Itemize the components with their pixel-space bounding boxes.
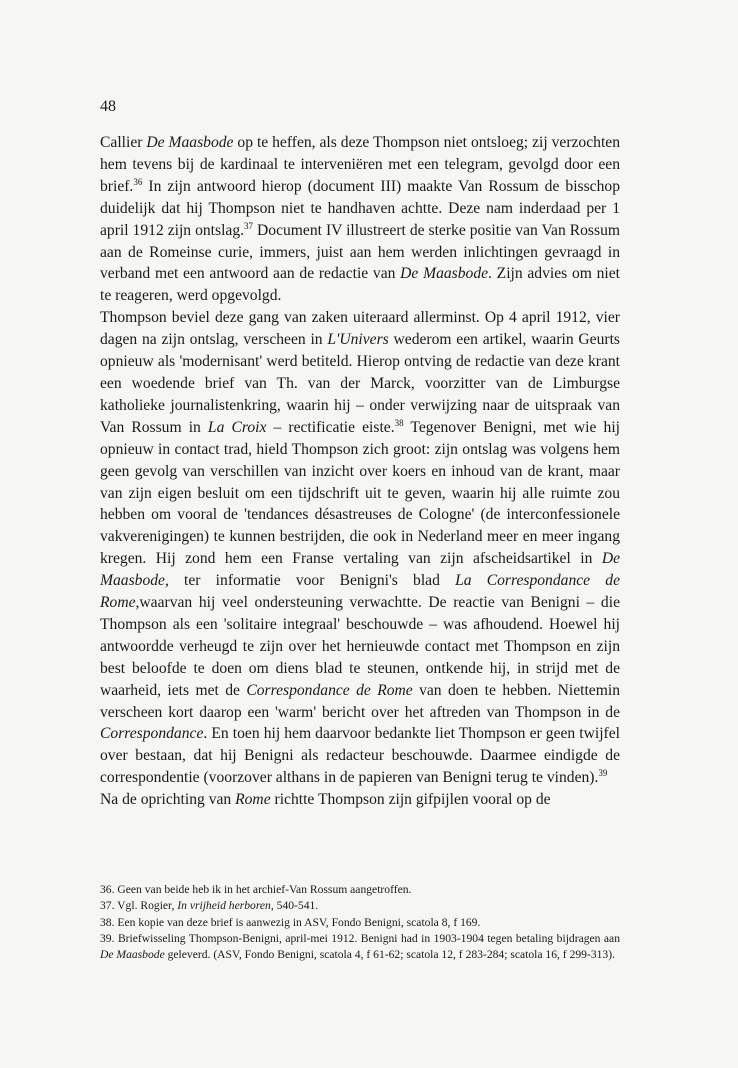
italic-text: L'Univers xyxy=(327,331,389,349)
text-run: 36. Geen van beide heb ik in het archief-Van Rossum aangetroffen. xyxy=(100,883,412,896)
italic-text: De Maasbode xyxy=(100,948,165,962)
footnotes xyxy=(100,882,620,963)
text-run: Thompson beviel deze gang van zaken uiteraard allerminst. Op 4 april 1912, vier dagen na zijn ontslag, verscheen in xyxy=(100,309,620,349)
italic-text: Correspondance xyxy=(100,725,204,743)
italic-text: In vrijheid herboren xyxy=(177,899,271,913)
text-run: , 540-541. xyxy=(270,899,319,913)
italic-text: De Maasbode xyxy=(400,265,489,283)
paragraph xyxy=(100,307,620,789)
footnote xyxy=(100,931,620,964)
text-run: In zijn antwoord hierop (document III) maakte Van Rossum de bisschop duidelijk dat hij Thompson niet te handhaven achtte. Deze nam inderdaad per 1 april 1912 zijn ontslag. xyxy=(100,177,620,239)
text-run: Tegenover Benigni, met wie hij opnieuw in contact trad, hield Thompson zich groot: zijn ontslag was volgens hem geen gevolg van verschillen van inzicht over koers en inhoud van de krant, maar van zijn eigen besluit om een tijdschrift uit te geven, waarin hij alle ruimte zou hebben om vooral de 'tendances désastreuses de Cologne' (de interconfessionele vakverenigingen) te kunnen bestrijden, die ook in Nederland meer en meer ingang kregen. Hij zond hem een Franse vertaling van zijn afscheidsartikel in xyxy=(100,418,620,568)
paragraph xyxy=(100,789,620,811)
italic-text: La Croix xyxy=(207,418,267,436)
text-run: Na de oprichting van xyxy=(100,791,236,809)
text-run: wederom een artikel, waarin Geurts opnieuw als 'modernisant' werd betiteld. Hierop ontving de redactie van deze krant een woedende brief van Th. van der Marck, voorzitter van de Limburgse katholieke journalistenkring, waarin hij – onder verwijzing naar de uitspraak van Van Rossum in xyxy=(100,331,620,436)
italic-text: Correspondance de Rome xyxy=(246,681,413,699)
text-run: , ter informatie voor Benigni's blad xyxy=(164,572,456,590)
text-run: 39. Briefwisseling Thompson-Benigni, april-mei 1912. Benigni had in 1903-1904 tegen betaling bijdragen aan xyxy=(100,931,620,945)
footnote-ref: 39 xyxy=(598,768,608,779)
footnote-ref: 38 xyxy=(394,417,404,428)
footnote xyxy=(100,915,620,931)
footnote xyxy=(100,898,620,914)
paragraph xyxy=(100,132,620,307)
body-text xyxy=(100,132,620,811)
text-run: – rectificatie eiste. xyxy=(266,418,395,436)
page-number: 48 xyxy=(100,98,116,115)
text-run: Callier xyxy=(100,134,147,151)
footnote-ref: 37 xyxy=(244,220,254,231)
text-run: 38. Een kopie van deze brief is aanwezig in ASV, Fondo Benigni, scatola 8, f 169. xyxy=(100,915,481,929)
text-run: ,waarvan hij veel ondersteuning verwachtte. De reactie van Benigni – die Thompson als een 'solitaire integraal' beschouwde – was afhoudend. Hoewel hij antwoordde verheugd te zijn over het hernieuwde contact met Thompson en zijn best beloofde te doen om diens blad te steunen, ontkende hij, in strijd met de waarheid, iets met de xyxy=(100,594,620,699)
footnote-ref: 36 xyxy=(133,176,143,187)
text-run: 37. Vgl. Rogier, xyxy=(100,899,178,913)
text-run: Document IV illustreert de sterke positie van Van Rossum aan de Romeinse curie, immers, juist aan hem werden inlichtingen gevraagd in verband met een antwoord aan de redactie van xyxy=(100,221,620,283)
text-run: op te heffen, als deze Thompson niet ontsloeg; zij verzochten hem tevens bij de kardinaal te interveniëren met een telegram, gevolgd door een brief. xyxy=(100,134,620,195)
text-run: richtte Thompson zijn gifpijlen vooral op de xyxy=(270,791,551,809)
italic-text: Rome xyxy=(235,791,271,809)
italic-text: De Maasbode xyxy=(100,550,620,590)
italic-text: La Correspondance de Rome xyxy=(100,572,620,612)
footnote xyxy=(100,882,620,898)
text-run: . Zijn advies om niet te reageren, werd opgevolgd. xyxy=(100,265,620,305)
italic-text: De Maasbode xyxy=(146,134,234,151)
text-run: geleverd. (ASV, Fondo Benigni, scatola 4, f 61-62; scatola 12, f 283-284; scatola 16, f 299-313). xyxy=(164,948,615,962)
text-run: van doen te hebben. Niettemin verscheen kort daarop een 'warm' bericht over het aftreden van Thompson in de xyxy=(100,681,620,721)
text-run: . En toen hij hem daarvoor bedankte liet Thompson er geen twijfel over bestaan, dat hij Benigni als redacteur beschouwde. Daarmee eindigde de correspondentie (voorzover althans in de papieren van Benigni terug te vinden). xyxy=(100,725,620,787)
